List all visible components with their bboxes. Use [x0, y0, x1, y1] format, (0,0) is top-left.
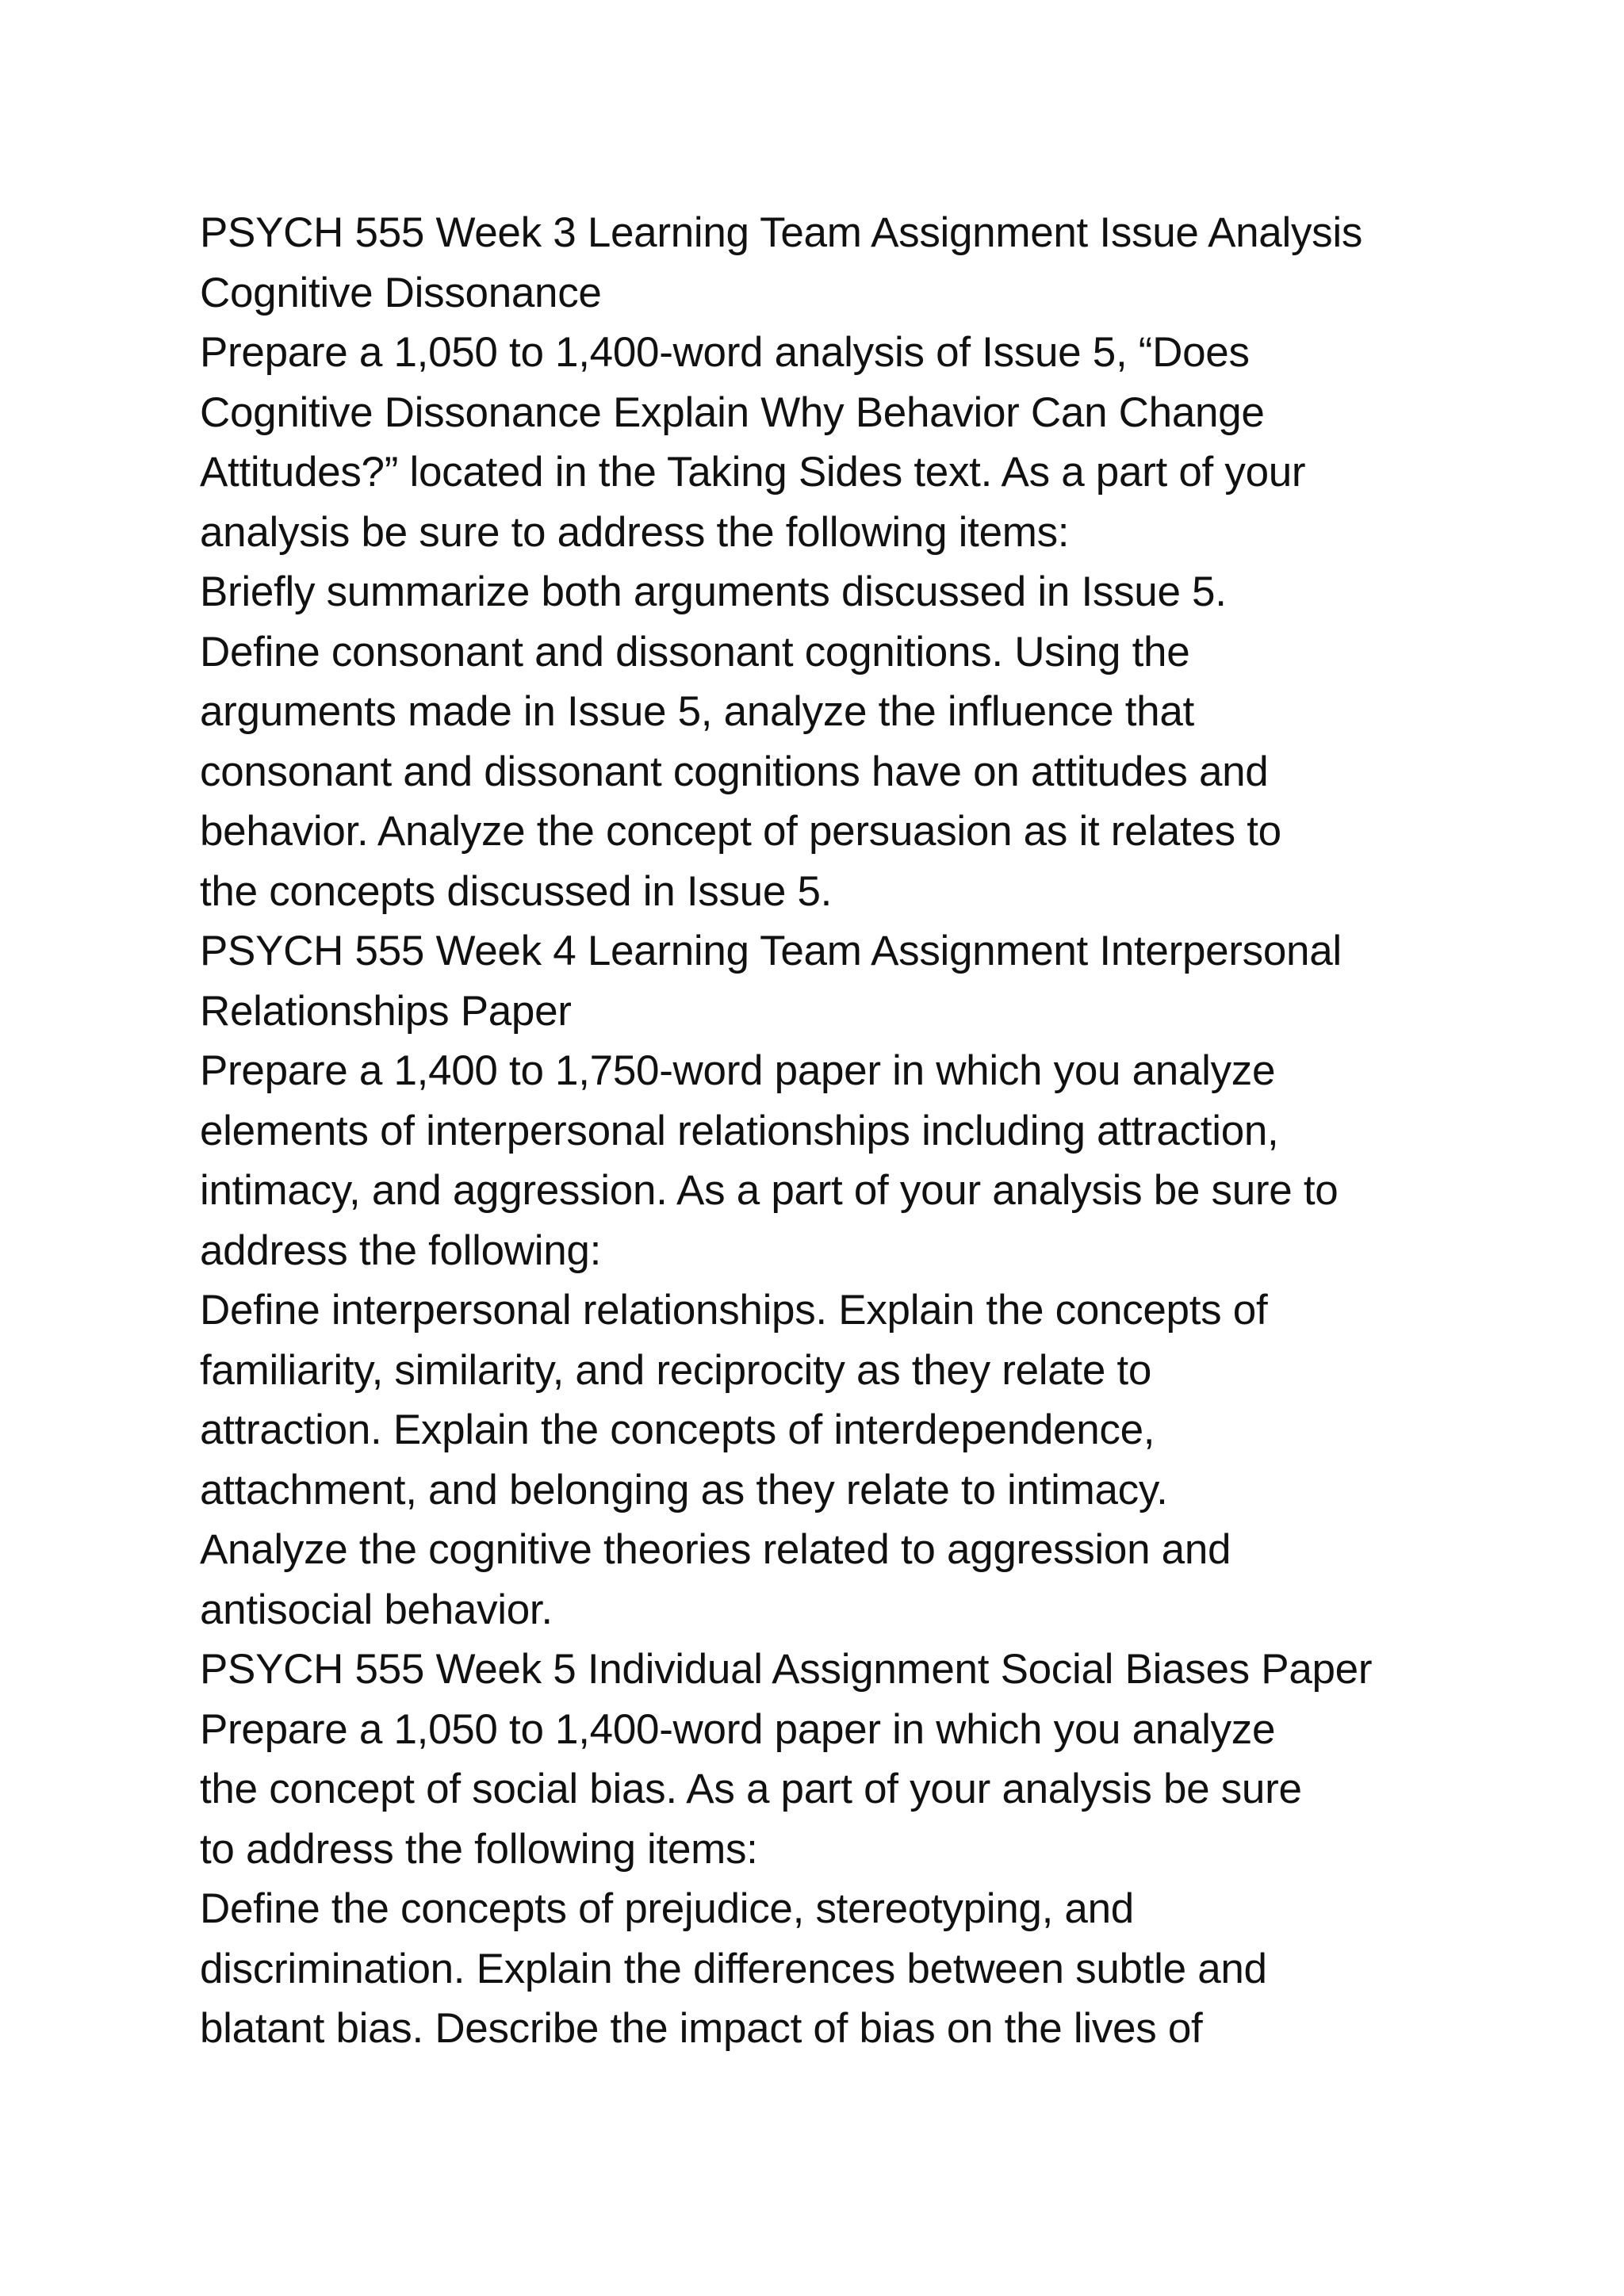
text-line: Prepare a 1,400 to 1,750-word paper in which you analyze — [200, 1047, 1276, 1094]
text-line: Define the concepts of prejudice, stereotyping, and — [200, 1885, 1134, 1932]
text-line: antisocial behavior. — [200, 1586, 553, 1633]
text-line: to address the following items: — [200, 1825, 758, 1873]
text-line: Prepare a 1,050 to 1,400-word analysis of Issue 5, “Does — [200, 329, 1250, 376]
text-line: consonant and dissonant cognitions have on attitudes and — [200, 748, 1269, 795]
text-line: discrimination. Explain the differences between subtle and — [200, 1945, 1267, 1992]
text-line: behavior. Analyze the concept of persuasion as it relates to — [200, 808, 1281, 855]
text-line: PSYCH 555 Week 3 Learning Team Assignment Issue Analysis — [200, 209, 1363, 256]
text-line: the concepts discussed in Issue 5. — [200, 867, 833, 915]
text-line: the concept of social bias. As a part of your analysis be sure — [200, 1766, 1302, 1812]
text-line: analysis be sure to address the following items: — [200, 508, 1070, 556]
text-line: Briefly summarize both arguments discussed in Issue 5. — [200, 568, 1227, 615]
text-line: familiarity, similarity, and reciprocity as they relate to — [200, 1346, 1152, 1394]
document-body — [200, 203, 1469, 2059]
text-line: elements of interpersonal relationships including attraction, — [200, 1107, 1279, 1154]
text-line: Cognitive Dissonance Explain Why Behavior Can Change — [200, 388, 1265, 436]
text-line: intimacy, and aggression. As a part of your analysis be sure to — [200, 1167, 1339, 1214]
text-line: attraction. Explain the concepts of interdependence, — [200, 1406, 1155, 1453]
text-line: PSYCH 555 Week 5 Individual Assignment Social Biases Paper — [200, 1646, 1373, 1693]
text-line: Analyze the cognitive theories related to aggression and — [200, 1526, 1231, 1573]
text-line: Define interpersonal relationships. Explain the concepts of — [200, 1287, 1268, 1334]
text-line: attachment, and belonging as they relate to intimacy. — [200, 1466, 1168, 1513]
text-line: Cognitive Dissonance — [200, 269, 602, 316]
text-line: Prepare a 1,050 to 1,400-word paper in which you analyze — [200, 1705, 1276, 1753]
text-line: arguments made in Issue 5, analyze the influence that — [200, 688, 1194, 735]
text-line: Define consonant and dissonant cognitions. Using the — [200, 628, 1190, 675]
text-line: blatant bias. Describe the impact of bias on the lives of — [200, 2005, 1203, 2052]
text-line: PSYCH 555 Week 4 Learning Team Assignment Interpersonal — [200, 928, 1342, 974]
text-line: Relationships Paper — [200, 987, 572, 1035]
text-line: address the following: — [200, 1226, 602, 1274]
text-line: Attitudes?” located in the Taking Sides text. As a part of your — [200, 449, 1306, 496]
